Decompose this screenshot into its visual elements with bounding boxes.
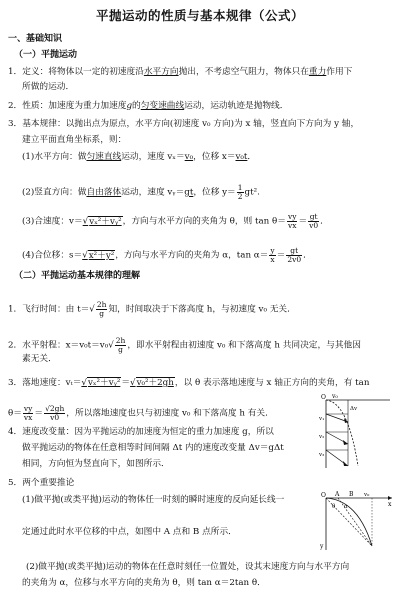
- corollary-1-line-2: 定通过此时水平位移的中点，如图中 A 点和 B 点所示．: [22, 527, 237, 537]
- half-fraction: $\frac{1}{2}$: [237, 183, 243, 201]
- range-line-1: 2．水平射程：x＝v₀t＝v₀√ $\frac{2h}{g}$ ，即水平射程由初速度 v₀ 和下落高度 h 共同决定，与其他因: [8, 336, 361, 354]
- sqrt-displacement: √x²＋y²: [82, 250, 115, 261]
- corollary-2-line-2: 的夹角为 α，位移与水平方向的夹角为 θ，则 tan α＝2tan θ．: [22, 578, 266, 588]
- flight-time-line: 1．飞行时间：由 t＝√ $\frac{2h}{g}$ 知，时间取决于下落高度 h，与初速度 v₀ 无关．: [8, 300, 296, 318]
- alpha-label: α: [344, 504, 348, 510]
- corollary-diagram: [318, 490, 396, 552]
- v3-label: v₃: [319, 452, 325, 458]
- corollaries-heading: 5．两个重要推论: [8, 478, 75, 488]
- velocity-change-line-1: 4．速度改变量：因为平抛运动的加速度为恒定的重力加速度 g，所以: [8, 427, 274, 437]
- velocity-change-diagram: [318, 392, 394, 470]
- definition-line-2: 所做的运动．: [22, 82, 75, 92]
- corollary-2-line-1: (2)做平抛(或类平抛)运动的物体在任意时刻任一位置处，设其末速度方向与水平方向: [26, 562, 350, 572]
- point-b-label: B: [349, 491, 354, 498]
- x-label: x: [388, 501, 392, 508]
- property-line: 2．性质：加速度为重力加速度g的匀变速曲线运动，运动轨迹是抛物线．: [8, 101, 289, 111]
- velocity-change-line-3: 相同，方向恒为竖直向下，如图所示．: [22, 459, 170, 469]
- v0-label: v₀: [364, 492, 370, 498]
- vertical-motion-line: (2)竖直方向：做自由落体运动，速度 vᵧ＝gt，位移 y＝ $\frac{1}{2}$ gt².: [22, 183, 260, 201]
- origin-label: O: [321, 492, 326, 499]
- subsection-heading-understanding: （二）平抛运动基本规律的理解: [14, 271, 141, 281]
- horizontal-motion-line: (1)水平方向：做匀速直线运动，速度 vₓ＝v₀，位移 x＝v₀t．: [22, 152, 257, 162]
- v2-label: v₂: [319, 434, 325, 440]
- v1-label: v₁: [319, 416, 325, 422]
- subsection-heading-projectile: （一）平抛运动: [14, 50, 78, 60]
- landing-velocity-line-1: 3．落地速度：vₜ＝√vₓ²＋vᵧ²＝√v₀²＋2gh，以 θ 表示落地速度与 x 轴正方向的夹角，有 tan: [8, 378, 370, 388]
- definition-line-1: 1．定义：将物体以一定的初速度沿水平方向抛出，不考虑空气阻力，物体只在重力作用下: [8, 67, 353, 77]
- resultant-velocity-line: (3)合速度：v＝√vₓ²＋vᵧ²，方向与水平方向的夹角为 θ，则 tan θ＝ $\frac{vy}{vx}$ ＝ $\frac{gt}{v0}$ ．: [22, 212, 329, 230]
- page-title: 平抛运动的性质与基本规律（公式）: [95, 8, 304, 23]
- velocity-change-line-2: 做平抛运动的物体在任意相等时间间隔 Δt 内的速度改变量 Δv＝gΔt: [22, 443, 284, 453]
- sqrt-velocity: √vₓ²＋vᵧ²: [82, 216, 122, 227]
- basic-law-line-2: 建立平面直角坐标系，则：: [22, 135, 127, 145]
- dv-label: Δv: [350, 406, 358, 412]
- range-line-2: 素无关．: [22, 354, 57, 364]
- origin-label: O: [321, 394, 326, 401]
- point-a-label: A: [335, 491, 340, 498]
- landing-velocity-line-2: θ＝ $\frac{vy}{vx}$ ＝ $\frac{√2gh}{v0}$ ，所以落地速度也只与初速度 v₀ 和下落高度 h 有关．: [8, 404, 274, 422]
- resultant-displacement-line: (4)合位移：s＝√x²＋y²，方向与水平方向的夹角为 α，tan α＝ $\frac{y}{x}$ ＝ $\frac{gt}{2v0}$ ．: [22, 246, 312, 264]
- v0-label: v₀: [332, 393, 338, 400]
- basic-law-line-1: 3．基本规律：以抛出点为原点，水平方向(初速度 v₀ 方向)为 x 轴，竖直向下方向为 y 轴，: [8, 119, 360, 129]
- y-label: y: [320, 543, 324, 550]
- theta-label: θ: [332, 504, 336, 510]
- corollary-1-line-1: (1)做平抛(或类平抛)运动的物体任一时刻的瞬时速度的反向延长线一: [22, 495, 285, 505]
- section-heading-basics: 一、基础知识: [8, 34, 63, 44]
